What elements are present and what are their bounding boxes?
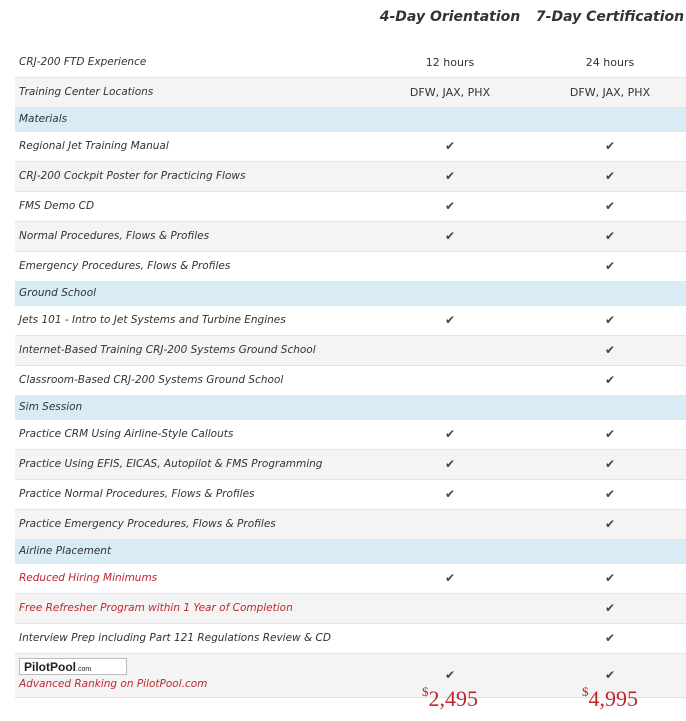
table-row	[15, 306, 686, 336]
checkmark-icon: ✔	[444, 139, 456, 153]
price-currency: $	[582, 684, 589, 699]
checkmark-icon: ✔	[444, 199, 456, 213]
checkmark-icon: ✔	[604, 199, 616, 213]
checkmark-icon: ✔	[604, 517, 616, 531]
table-row	[15, 78, 686, 108]
feature-label: Jets 101 - Intro to Jet Systems and Turbine Engines	[19, 314, 286, 326]
feature-label: Practice Using EFIS, EICAS, Autopilot & FMS Programming	[19, 458, 323, 470]
table-row	[15, 564, 686, 594]
feature-label: Regional Jet Training Manual	[19, 140, 169, 152]
logo-text: PilotPool	[24, 660, 76, 674]
feature-label: Free Refresher Program within 1 Year of Completion	[19, 602, 293, 614]
table-row	[15, 252, 686, 282]
checkmark-icon: ✔	[444, 229, 456, 243]
checkmark-icon: ✔	[444, 313, 456, 327]
table-row	[15, 480, 686, 510]
feature-label: Classroom-Based CRJ-200 Systems Ground School	[19, 374, 284, 386]
section-title: Sim Session	[19, 401, 83, 413]
checkmark-icon: ✔	[604, 457, 616, 471]
feature-label: Internet-Based Training CRJ-200 Systems Ground School	[19, 344, 316, 356]
checkmark-icon: ✔	[444, 668, 456, 682]
feature-label: Advanced Ranking on PilotPool.com	[19, 678, 208, 690]
checkmark-icon: ✔	[604, 169, 616, 183]
value-4-day: 12 hours	[425, 56, 475, 69]
value-4-day	[370, 624, 530, 653]
value-4-day: DFW, JAX, PHX	[409, 86, 491, 99]
feature-label: Training Center Locations	[19, 86, 154, 98]
section-header	[15, 396, 686, 420]
checkmark-icon: ✔	[604, 571, 616, 585]
feature-label: Normal Procedures, Flows & Profiles	[19, 230, 210, 242]
plan-header-4-day: 4-Day Orientation	[379, 9, 521, 25]
checkmark-icon: ✔	[604, 229, 616, 243]
checkmark-icon: ✔	[604, 427, 616, 441]
table-row	[15, 594, 686, 624]
table-row	[15, 192, 686, 222]
checkmark-icon: ✔	[444, 169, 456, 183]
feature-label: Practice CRM Using Airline-Style Callouts	[19, 428, 234, 440]
value-7-day: 24 hours	[585, 56, 635, 69]
value-7-day: DFW, JAX, PHX	[569, 86, 651, 99]
section-title: Airline Placement	[19, 545, 112, 557]
table-row	[15, 48, 686, 78]
section-header	[15, 540, 686, 564]
section-header	[15, 282, 686, 306]
plan-header-7-day: 7-Day Certification	[535, 9, 685, 25]
checkmark-icon: ✔	[444, 487, 456, 501]
feature-label: CRJ-200 FTD Experience	[19, 56, 147, 68]
table-row	[15, 624, 686, 654]
pilotpool-logo	[19, 658, 127, 675]
checkmark-icon: ✔	[604, 259, 616, 273]
value-4-day	[370, 594, 530, 623]
table-row	[15, 336, 686, 366]
checkmark-icon: ✔	[604, 487, 616, 501]
table-row	[15, 132, 686, 162]
checkmark-icon: ✔	[604, 373, 616, 387]
price-7-day	[530, 686, 686, 712]
table-row	[15, 222, 686, 252]
table-row	[15, 420, 686, 450]
feature-label: Reduced Hiring Minimums	[19, 572, 158, 584]
value-4-day	[370, 252, 530, 281]
checkmark-icon: ✔	[444, 571, 456, 585]
table-row	[15, 366, 686, 396]
section-title: Ground School	[19, 287, 97, 299]
checkmark-icon: ✔	[604, 601, 616, 615]
section-header	[15, 108, 686, 132]
value-4-day	[370, 366, 530, 395]
price-4-day	[370, 686, 530, 712]
checkmark-icon: ✔	[604, 139, 616, 153]
feature-label: Interview Prep including Part 121 Regulations Review & CD	[19, 632, 331, 644]
checkmark-icon: ✔	[444, 457, 456, 471]
checkmark-icon: ✔	[604, 668, 616, 682]
checkmark-icon: ✔	[604, 313, 616, 327]
feature-label: Practice Emergency Procedures, Flows & Profiles	[19, 518, 276, 530]
table-row	[15, 162, 686, 192]
feature-label: Emergency Procedures, Flows & Profiles	[19, 260, 231, 272]
table-row	[15, 510, 686, 540]
feature-label: Practice Normal Procedures, Flows & Profiles	[19, 488, 255, 500]
checkmark-icon: ✔	[604, 631, 616, 645]
feature-label: CRJ-200 Cockpit Poster for Practicing Flows	[19, 170, 246, 182]
feature-label: FMS Demo CD	[19, 200, 95, 212]
logo-suffix: .com	[76, 666, 92, 673]
checkmark-icon: ✔	[604, 343, 616, 357]
checkmark-icon: ✔	[444, 427, 456, 441]
section-title: Materials	[19, 113, 68, 125]
price-amount: 2,495	[428, 686, 478, 711]
value-4-day	[370, 336, 530, 365]
value-4-day	[370, 510, 530, 539]
price-currency: $	[422, 684, 429, 699]
table-row	[15, 450, 686, 480]
comparison-table	[15, 48, 686, 698]
price-amount: 4,995	[588, 686, 638, 711]
